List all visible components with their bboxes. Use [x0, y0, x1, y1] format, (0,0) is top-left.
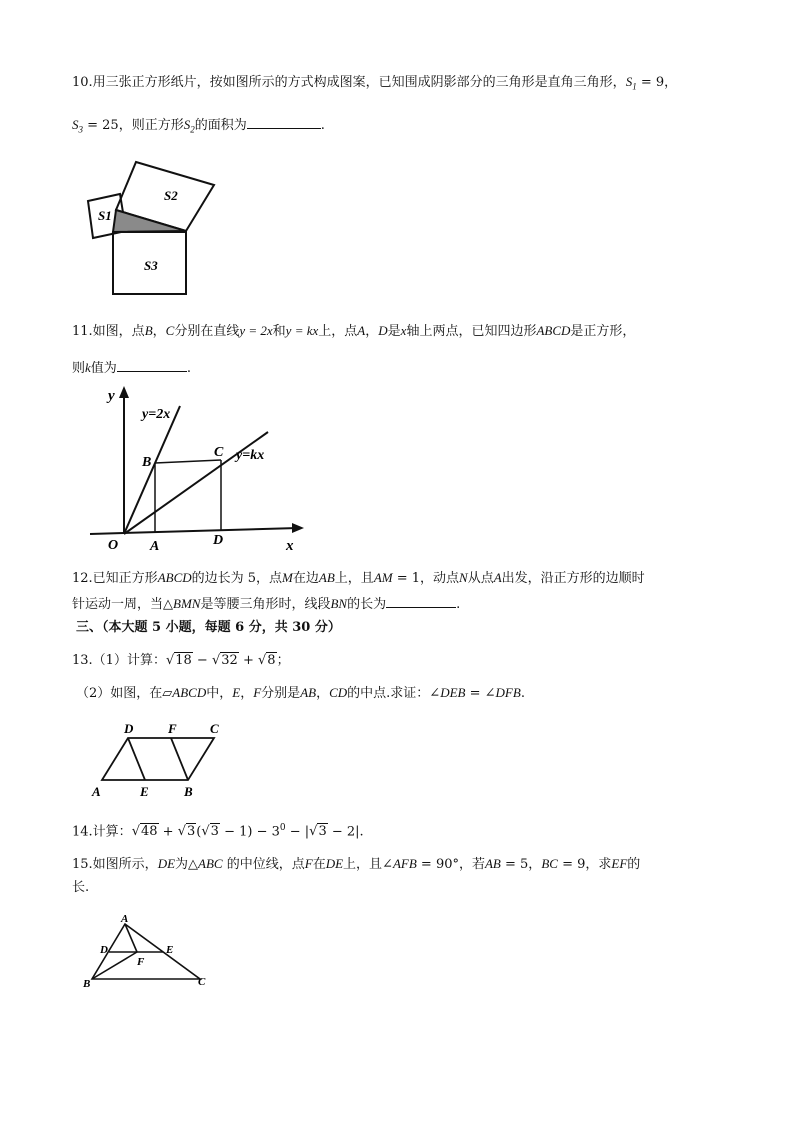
label-point-a: A [150, 539, 160, 554]
label-point-d: D [213, 533, 224, 548]
q10-answer-blank[interactable] [247, 114, 321, 129]
y-axis-arrow [119, 386, 129, 398]
q15-line-2: 长. [72, 880, 90, 895]
label-c: C [198, 976, 206, 988]
x-axis [90, 528, 298, 534]
q12-line-2: 针运动一周，当△BMN是等腰三角形时，线段BN的长为 . [72, 593, 460, 615]
shaded-right-triangle [113, 210, 186, 232]
label-point-c: C [214, 445, 224, 460]
sqrt-32: √32 [211, 653, 238, 668]
x-axis-arrow [292, 523, 304, 533]
sqrt-18: √18 [165, 653, 192, 668]
q11-line-2: 则k值为 . [72, 357, 191, 379]
q10-figure [80, 158, 230, 300]
label-b: B [83, 978, 91, 990]
sqrt-48: √48 [131, 824, 158, 840]
label-b: B [184, 784, 193, 799]
label-s2: S2 [164, 188, 178, 203]
q10-line-1: 10.用三张正方形纸片，按如图所示的方式构成图案，已知围成阴影部分的三角形是直角三角形，$S_1 = 9$， [72, 74, 678, 92]
sqrt-3-a: √3 [177, 824, 196, 840]
q13-part-1: 13.（1）计算：√18 − √32 + √8； [72, 651, 290, 671]
label-f: F [168, 721, 177, 736]
segment-bc [155, 460, 221, 463]
label-e: E [166, 944, 174, 956]
label-e: E [140, 784, 149, 799]
label-line-y-kx: y=kx [236, 448, 265, 463]
label-s1: S1 [98, 208, 112, 223]
q13-part-2: （2）如图，在▱ABCD中，E，F分别是AB，CD的中点.求证：∠DEB = ∠DFB. [76, 685, 525, 701]
segment-fb [92, 952, 137, 979]
q11-figure [86, 384, 306, 556]
q11-line-1: 11.如图，点B，C分别在直线y = 2x和y = kx上，点A，D是x轴上两点，已知四边形ABCD是正方形， [72, 323, 636, 339]
segment-fb [171, 738, 188, 780]
q15-figure [80, 912, 220, 992]
label-s3: S3 [144, 258, 158, 273]
q12-line-1: 12.已知正方形ABCD的边长为 5，点M在边AB上，且AM = 1，动点N从点A出发，沿正方形的边顺时 [72, 570, 645, 586]
sqrt-3-c: √3 [309, 824, 327, 840]
q14-line: 14.计算：$√48 + √3(√3 - 1) - 3^0 - |√3 - 2|$. [72, 818, 364, 842]
q10-line-2: $S_3 = 25$，则正方形$S_2$的面积为 . [72, 114, 325, 140]
label-d: D [100, 944, 108, 956]
q12-answer-blank[interactable] [386, 593, 456, 608]
q11-answer-blank[interactable] [117, 357, 187, 372]
label-x-axis: x [286, 538, 294, 554]
label-c: C [210, 721, 219, 736]
label-a: A [121, 913, 129, 925]
parallelogram-symbol: ▱ [162, 686, 173, 701]
label-f: F [137, 956, 145, 968]
label-d: D [124, 721, 134, 736]
segment-de [128, 738, 145, 780]
parallelogram-abcd [102, 738, 214, 780]
label-y-axis: y [108, 388, 115, 404]
sqrt-8: √8 [257, 653, 276, 668]
label-line-y-2x: y=2x [142, 407, 171, 422]
label-origin: O [108, 538, 119, 553]
section-3-header: 三、（本大题 5 小题，每题 6 分，共 30 分） [76, 620, 341, 635]
label-a: A [92, 784, 101, 799]
q15-line-1: 15.如图所示，DE为△ABC 的中位线，点F在DE上，且∠AFB = 90°，若AB = 5，BC = 9，求EF的 [72, 856, 641, 872]
label-point-b: B [142, 455, 152, 470]
sqrt-3-b: √3 [201, 824, 219, 840]
q13-figure [88, 718, 228, 802]
